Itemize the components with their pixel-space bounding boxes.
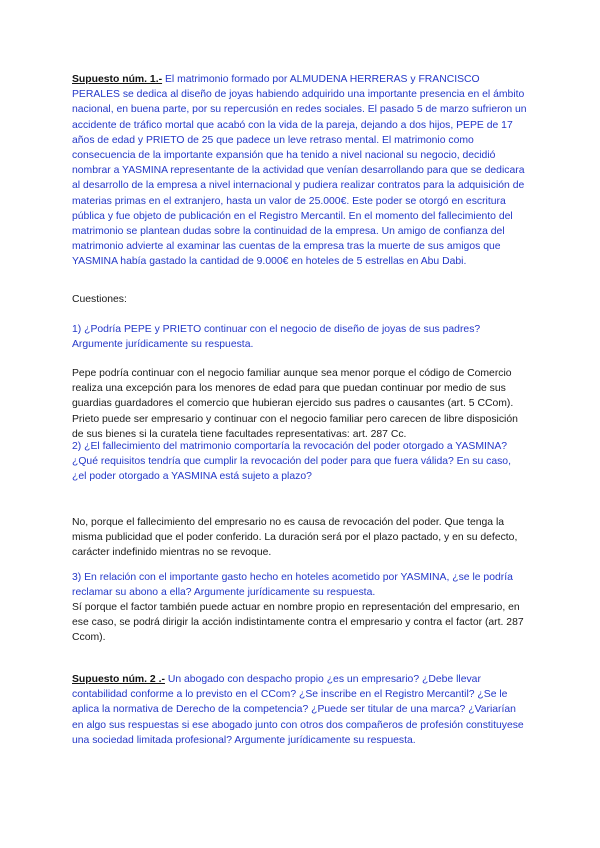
question-2: 2) ¿El fallecimiento del matrimonio comportaría la revocación del poder otorgado a YASMINA? ¿Qué requisitos tendría que cumplir la revocación del poder para que fuera válida? En su caso, ¿el poder otorgado a YASMINA está sujeto a plazo? (72, 441, 511, 483)
case-2-statement (72, 672, 528, 748)
case-1-text: El matrimonio formado por ALMUDENA HERRERAS y FRANCISCO PERALES se dedica al diseño de joyas habiendo adquirido una importante presencia en el ámbito nacional, en buena parte, por su repercusión en redes sociales. El pasado 5 de marzo sufrieron un accidente de tráfico mortal que acabó con la vida de la pareja, dejando a dos hijos, PEPE de 17 años de edad y PRIETO de 25 que padece un leve retraso mental. El matrimonio como consecuencia de la importante expansión que ha tenido a nivel nacional su negocio, decidió nombrar a YASMINA representante de la actividad que venían desarrollando para que se dedicara al desarrollo de la empresa a nivel internacional y pudiera realizar contratos para la adquisición de materias primas en el extranjero, hasta un valor de 25.000€. Este poder se otorgó en escritura pública y fue objeto de publicación en el Registro Mercantil. En el momento del fallecimiento del matrimonio se plantean dudas sobre la continuidad de la empresa. Un amigo de confianza del matrimonio advierte al examinar las cuentas de la empresa tras la muerte de sus amigos que YASMINA había gastado la cantidad de 9.000€ en hoteles de 5 estrellas en Abu Dabi. (72, 74, 527, 268)
case-1-statement (72, 72, 528, 270)
answer-1: Pepe podría continuar con el negocio familiar aunque sea menor porque el código de Comercio realiza una excepción para los menores de edad para que puedan continuar por medio de sus guardias guardadores el comercio que hubieran ejercido sus padres o causantes (art. 5 CCom). Prieto puede ser empresario y continuar con el negocio familiar pero carecen de libre disposición de sus bienes si la curatela tiene facultades representativas: art. 287 Cc. (72, 368, 518, 440)
answer-2: No, porque el fallecimiento del empresario no es causa de revocación del poder. Que tenga la misma publicidad que el poder conferido. La duración será por el plazo pactado, y en su defecto, carácter indefinido mientras no se revoque. (72, 517, 518, 559)
case-2-text: Un abogado con despacho propio ¿es un empresario? ¿Debe llevar contabilidad conforme a lo previsto en el CCom? ¿Se inscribe en el Registro Mercantil? ¿Se le aplica la normativa de Derecho de la competencia? ¿Puede ser titular de una marca? ¿Variarían en algo sus respuestas si ese abogado junto con otros dos compañeros de profesión constituyese una sociedad limitada profesional? Argumente jurídicamente su respuesta. (72, 674, 524, 746)
case-1-heading: Supuesto núm. 1.- (72, 74, 163, 85)
questions-label: Cuestiones: (72, 294, 127, 305)
question-1: 1) ¿Podría PEPE y PRIETO continuar con el negocio de diseño de joyas de sus padres? Argumente jurídicamente su respuesta. (72, 324, 481, 351)
case-2-heading: Supuesto núm. 2 .- (72, 674, 165, 685)
question-3: 3) En relación con el importante gasto hecho en hoteles acometido por YASMINA, ¿se le podría reclamar su abono a ella? Argumente jurídicamente su respuesta. (72, 572, 513, 599)
answer-3: Sí porque el factor también puede actuar en nombre propio en representación del empresario, en ese caso, se podrá dirigir la acción indistintamente contra el empresario y contra el factor (art. 287 Ccom). (72, 602, 524, 644)
